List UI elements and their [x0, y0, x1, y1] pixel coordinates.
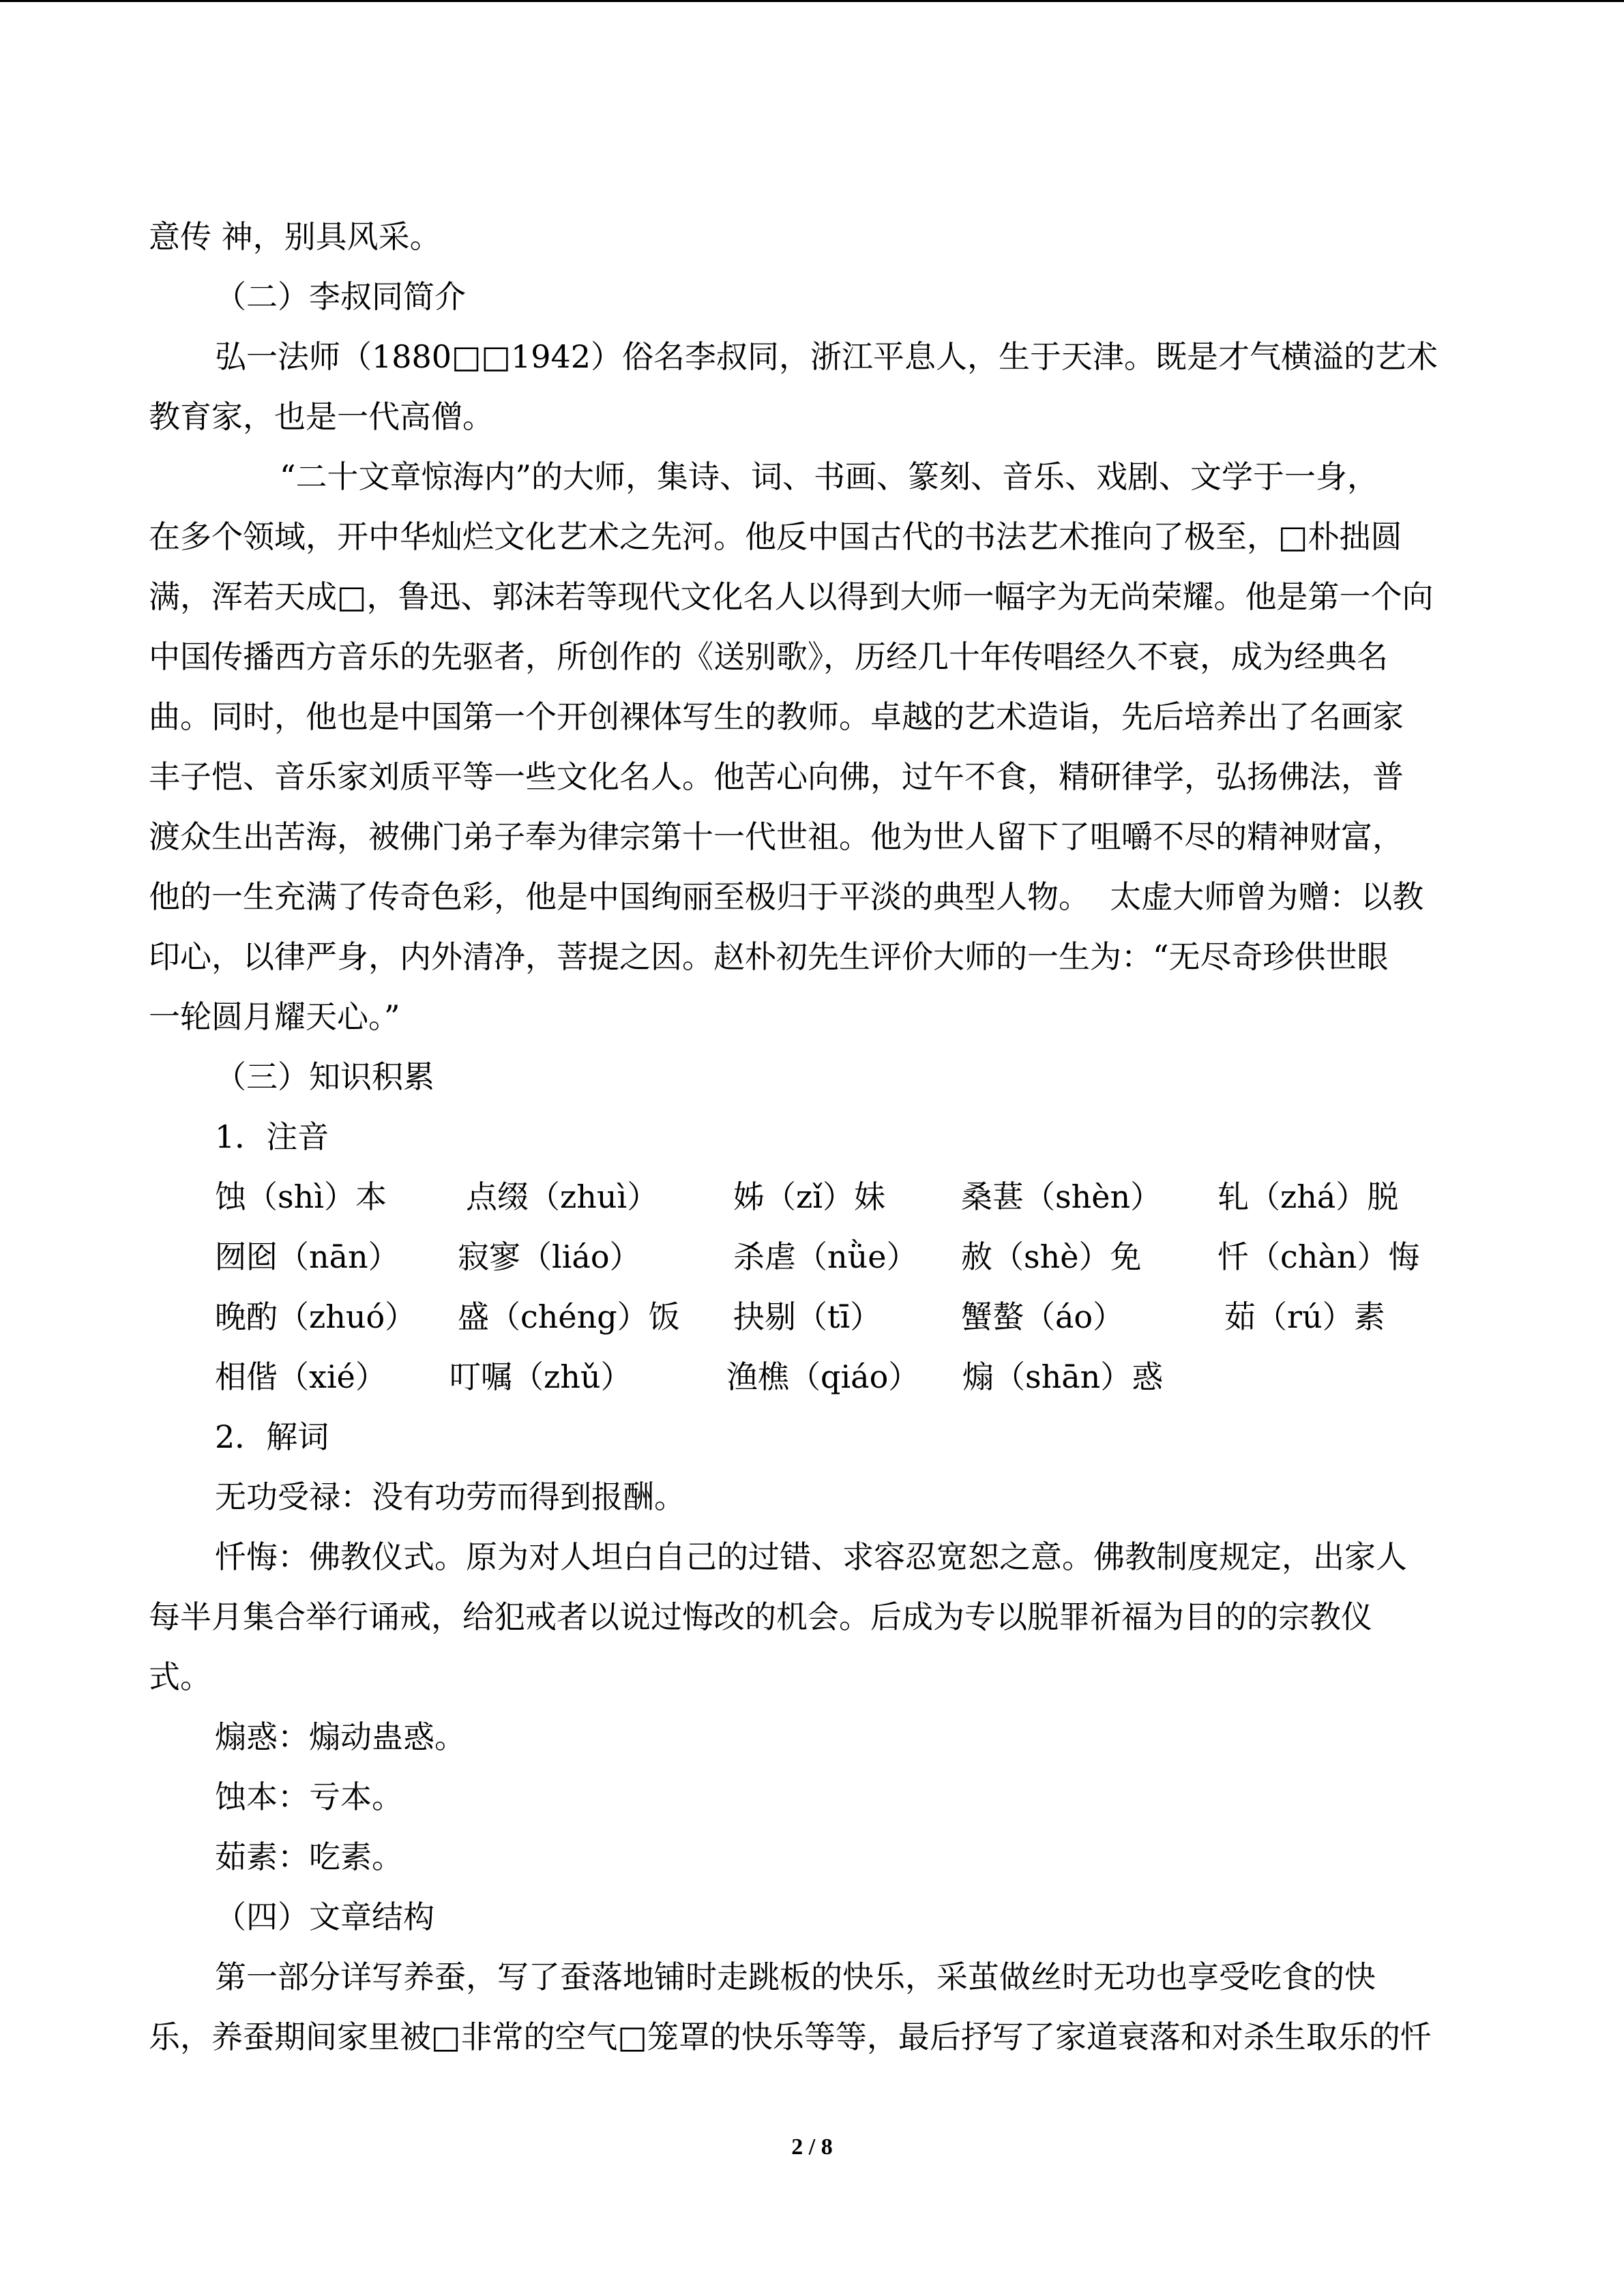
definition-3: 煽惑：煽动蛊惑。 [215, 1718, 466, 1755]
pinyin-row-2 [0, 1236, 1624, 1277]
pinyin-cell: 蚀（shì）本 [215, 1178, 387, 1215]
pinyin-cell: 寂寥（liáo） [458, 1238, 641, 1275]
pinyin-cell: 渔樵（qiáo） [726, 1358, 920, 1395]
pinyin-cell: 轧（zhá）脱 [1217, 1178, 1399, 1215]
pinyin-row-4 [0, 1356, 1624, 1397]
pinyin-cell: 煽（shān）惑 [962, 1358, 1164, 1395]
section2-p1-line-2: 教育家，也是一代高僧。 [149, 398, 494, 435]
section2-p2-line-4: 中国传播西方音乐的先驱者，所创作的《送别歌》，历经几十年传唱经久不衰，成为经典名 [149, 638, 1388, 675]
pinyin-cell: 茹（rú）素 [1224, 1298, 1385, 1335]
section3-sub2: 2．解词 [215, 1418, 329, 1455]
pinyin-cell: 蟹螯（áo） [961, 1298, 1125, 1335]
pinyin-cell: 桑葚（shèn） [961, 1178, 1162, 1215]
pinyin-cell: 赦（shè）免 [961, 1238, 1142, 1275]
definition-4: 蚀本：亏本。 [215, 1778, 403, 1815]
section2-p2-line-2: 在多个领域，开中华灿烂文化艺术之先河。他反中国古代的书法艺术推向了极至，□朴拙圆 [149, 518, 1402, 555]
section2-p2-line-10: 一轮圆月耀天心。” [149, 998, 400, 1035]
pinyin-cell: 忏（chàn）悔 [1217, 1238, 1420, 1275]
page-number: 2 / 8 [791, 2134, 833, 2160]
definition-2-line-2: 每半月集合举行诵戒，给犯戒者以说过悔改的机会。后成为专以脱罪祈福为目的的宗教仪 [149, 1598, 1372, 1635]
section2-p2-line-9: 印心，以律严身，内外清净，菩提之因。赵朴初先生评价大师的一生为：“无尽奇珍供世眼 [149, 938, 1389, 975]
definition-2-line-3: 式。 [149, 1658, 211, 1695]
pinyin-row-1 [0, 1176, 1624, 1217]
section2-p1-line-1: 弘一法师（1880□□1942）俗名李叔同，浙江平息人，生于天津。既是才气横溢的艺术 [215, 338, 1438, 375]
definition-5: 茹素：吃素。 [215, 1838, 403, 1875]
section2-p2-line-8: 他的一生充满了传奇色彩，他是中国绚丽至极归于平淡的典型人物。 太虚大师曾为赠：以教 [149, 878, 1424, 915]
definition-1: 无功受禄：没有功劳而得到报酬。 [215, 1478, 685, 1515]
section2-p2-line-5: 曲。同时，他也是中国第一个开创裸体写生的教师。卓越的艺术造诣，先后培养出了名画家 [149, 698, 1404, 735]
section2-p2-line-1: “二十文章惊海内”的大师，集诗、词、书画、篆刻、音乐、戏剧、文学于一身， [280, 458, 1379, 495]
definition-2-line-1: 忏悔：佛教仪式。原为对人坦白自己的过错、求容忍宽恕之意。佛教制度规定，出家人 [215, 1538, 1407, 1575]
section2-heading: （二）李叔同简介 [215, 278, 466, 315]
intro-tail-line: 意传 神，别具风采。 [149, 218, 441, 255]
pinyin-cell: 叮嘱（zhǔ） [449, 1358, 632, 1395]
pinyin-cell: 盛（chéng）饭 [458, 1298, 680, 1335]
section2-p2-line-6: 丰子恺、音乐家刘质平等一些文化名人。他苦心向佛，过午不食，精研律学，弘扬佛法，普 [149, 758, 1404, 795]
section4-p1-line-2: 乐，养蚕期间家里被□非常的空气□笼罩的快乐等等，最后抒写了家道衰落和对杀生取乐的忏 [149, 2018, 1432, 2055]
section3-sub1: 1．注音 [215, 1118, 329, 1155]
pinyin-cell: 晚酌（zhuó） [215, 1298, 417, 1335]
section4-p1-line-1: 第一部分详写养蚕，写了蚕落地铺时走跳板的快乐，采茧做丝时无功也享受吃食的快 [215, 1958, 1376, 1995]
pinyin-cell: 点缀（zhuì） [466, 1178, 659, 1215]
section2-p2-line-3: 满，浑若天成□，鲁迅、郭沫若等现代文化名人以得到大师一幅字为无尚荣耀。他是第一个向 [149, 578, 1434, 615]
section4-heading: （四）文章结构 [215, 1898, 434, 1935]
pinyin-row-3 [0, 1296, 1624, 1337]
section2-p2-line-7: 渡众生出苦海，被佛门弟子奉为律宗第十一代世祖。他为世人留下了咀嚼不尽的精神财富， [149, 818, 1404, 855]
section3-heading: （三）知识积累 [215, 1058, 434, 1095]
pinyin-cell: 姊（zǐ）妹 [733, 1178, 885, 1215]
pinyin-cell: 杀虐（nǜe） [733, 1238, 918, 1275]
pinyin-cell: 抉剔（tī） [733, 1298, 882, 1335]
pinyin-cell: 相偕（xié） [215, 1358, 387, 1395]
pinyin-cell: 囫囵（nān） [215, 1238, 400, 1275]
